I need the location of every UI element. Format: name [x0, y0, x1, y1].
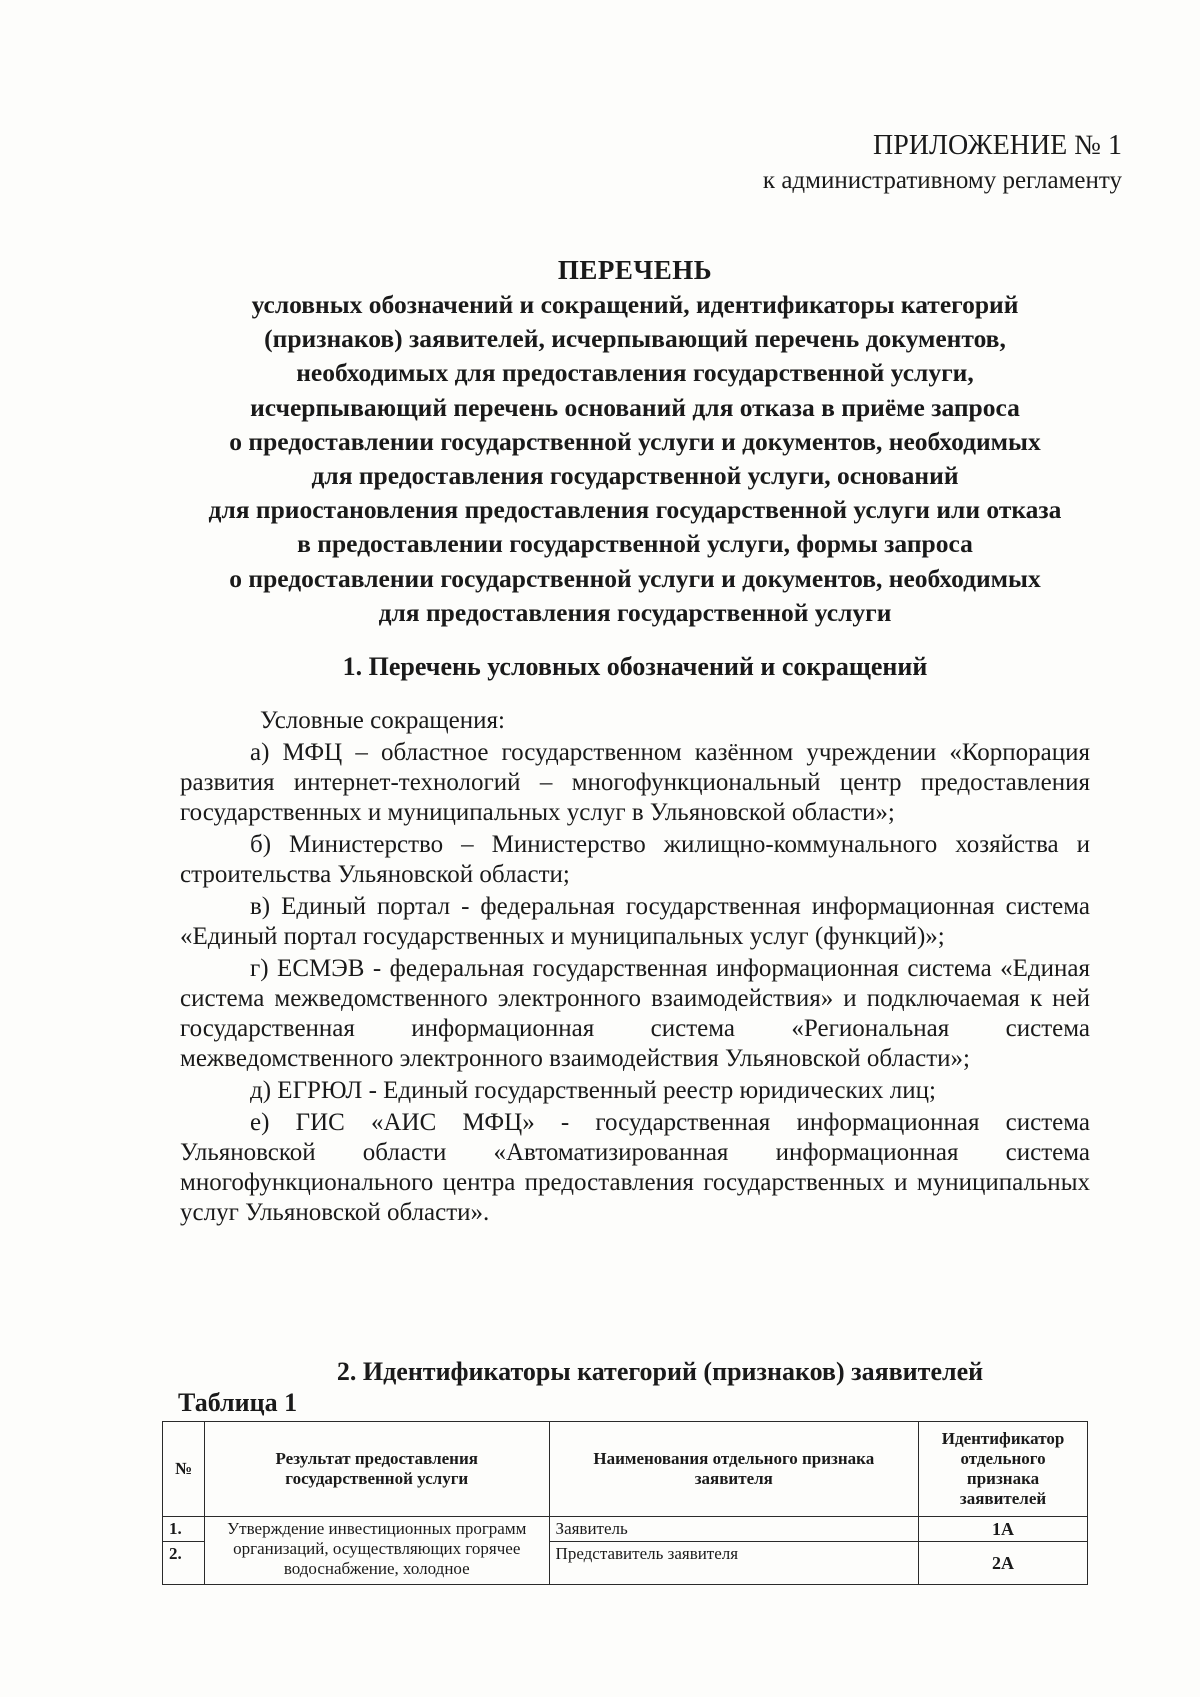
heading-line: исчерпывающий перечень оснований для отказа в приёме запроса	[250, 392, 1020, 422]
abbreviation-item: б) Министерство – Министерство жилищно-коммунального хозяйства и строительства Ульяновской области;	[180, 831, 1090, 888]
abbreviation-item: а) МФЦ – областное государственном казённом учреждении «Корпорация развития интернет-технологий – многофункциональный центр предоставления государственных и муниципальных услуг в Ульяновской области»;	[180, 739, 1090, 826]
row-num: 1.	[163, 1517, 205, 1542]
heading-line: для приостановления предоставления государственной услуги или отказа	[208, 495, 1062, 525]
applicant-categories-table	[162, 1421, 1088, 1585]
header-result: Результат предоставления государственной услуги	[204, 1422, 549, 1517]
abbreviations-list	[180, 706, 1090, 1230]
abbreviation-item: д) ЕГРЮЛ - Единый государственный реестр юридических лиц;	[250, 1077, 936, 1104]
appendix-header	[763, 128, 1122, 198]
document-heading	[180, 252, 1090, 630]
abbreviation-item: г) ЕСМЭВ - федеральная государственная информационная система «Единая система межведомственного электронного взаимодействия» и подключаемая к ней государственная информационная система «Региональная система межведомственного электронного взаимодействия Ульяновской области»;	[180, 955, 1090, 1072]
table-title: Таблица 1	[178, 1388, 298, 1417]
row-identifier: 1А	[919, 1517, 1088, 1542]
section-1-title: 1. Перечень условных обозначений и сокращений	[342, 652, 928, 681]
table-header-row	[163, 1422, 1088, 1517]
appendix-subtitle: к административному регламенту	[762, 167, 1122, 194]
heading-line: (признаков) заявителей, исчерпывающий перечень документов,	[264, 324, 1006, 354]
abbreviations-intro: Условные сокращения:	[260, 707, 505, 734]
section-2-title: 2. Идентификаторы категорий (признаков) заявителей	[336, 1357, 984, 1386]
header-name: Наименования отдельного признака заявителя	[549, 1422, 919, 1517]
table-row	[163, 1517, 1088, 1542]
heading-line: о предоставлении государственной услуги и документов, необходимых	[229, 563, 1041, 593]
heading-line: в предоставлении государственной услуги, формы запроса	[297, 529, 973, 559]
heading-line: необходимых для предоставления государственной услуги,	[296, 358, 974, 388]
heading-line: условных обозначений и сокращений, идентификаторы категорий	[251, 290, 1019, 319]
heading-line: о предоставлении государственной услуги и документов, необходимых	[229, 426, 1041, 456]
abbreviation-item: е) ГИС «АИС МФЦ» - государственная информационная система Ульяновской области «Автоматизированная информационная система многофункционального центра предоставления государственных и муниципальных услуг Ульяновской области».	[180, 1109, 1090, 1226]
row-result: Утверждение инвестиционных программ организаций, осуществляющих горячее водоснабжение, холодное	[204, 1517, 549, 1585]
heading-main: ПЕРЕЧЕНЬ	[557, 255, 713, 285]
row-name: Заявитель	[549, 1517, 919, 1542]
row-name: Представитель заявителя	[549, 1542, 919, 1585]
heading-line: для предоставления государственной услуги	[378, 597, 892, 627]
abbreviation-item: в) Единый портал - федеральная государственная информационная система «Единый портал государственных и муниципальных услуг (функций)»;	[180, 893, 1090, 950]
header-identifier: Идентификатор отдельного признака заявителей	[919, 1422, 1088, 1517]
row-num: 2.	[163, 1542, 205, 1585]
row-identifier: 2А	[919, 1542, 1088, 1585]
appendix-title: ПРИЛОЖЕНИЕ № 1	[873, 130, 1122, 161]
header-num: №	[163, 1422, 205, 1517]
heading-line: для предоставления государственной услуги, оснований	[311, 461, 959, 491]
